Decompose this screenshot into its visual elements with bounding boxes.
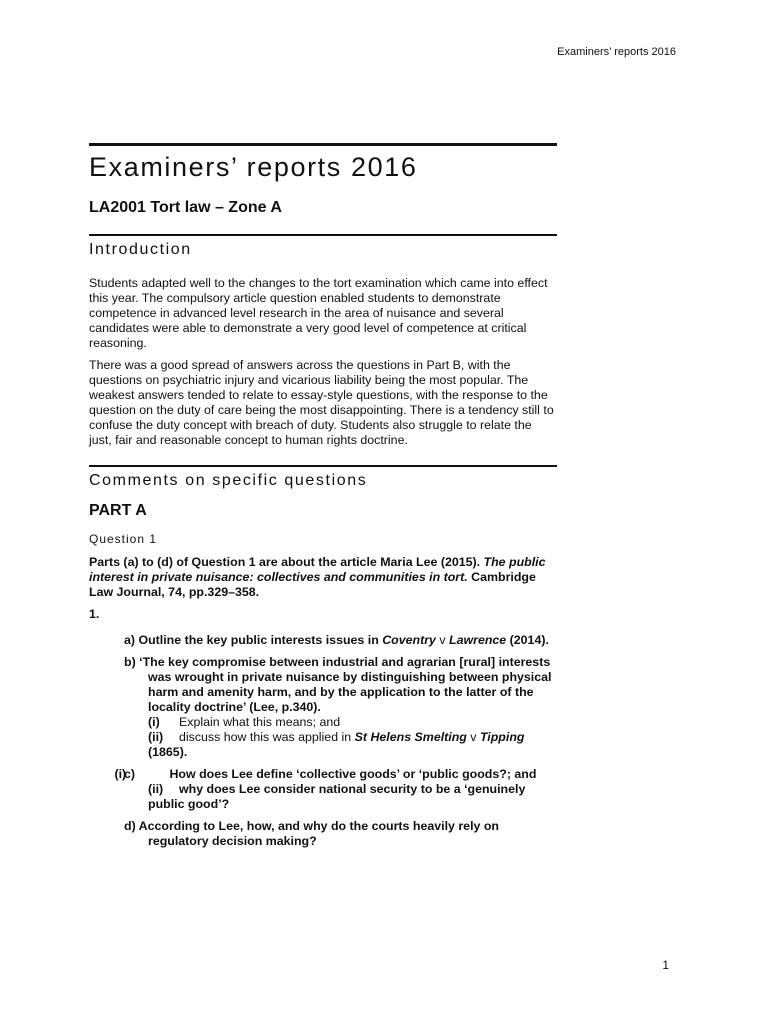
case-name: St Helens Smelting <box>354 730 467 744</box>
sub-question-b-year: (1865). <box>148 745 188 759</box>
sub-question-c: c) (i) How does Lee define ‘collective goods’ or ‘public goods?; and (ii) why does Lee consider national security to be a ‘genuinely public good’? <box>124 767 557 812</box>
document-title: Examiners’ reports 2016 <box>89 152 418 182</box>
intro-rule <box>89 234 557 236</box>
course-subtitle: LA2001 Tort law – Zone A <box>89 199 282 216</box>
part-a-heading: PART A <box>89 502 147 519</box>
sub-question-b: b) ‘The key compromise between industrial and agrarian [rural] interests was wrought in private nuisance by distinguishing between physical harm and amenity harm, and by the application to the latter of the locality doctrine’ (Lee, p.340). (i) Explain what this means; and (ii) discuss how this was applied in St Helens Smelting v Tipping (1865). <box>124 655 557 760</box>
comments-heading: Comments on specific questions <box>89 472 368 489</box>
document-body <box>89 0 557 849</box>
question-label: Question 1 <box>89 532 158 546</box>
title-rule <box>89 143 557 146</box>
intro-paragraph-1: Students adapted well to the changes to the tort examination which came into effect this year. The compulsory article question enabled students to demonstrate competence in advanced level research in the area of nuisance and several candidates were able to demonstrate a very good level of competence at critical reasoning. <box>89 276 548 350</box>
comments-rule <box>89 465 557 467</box>
sub-questions <box>114 633 557 849</box>
case-name: Tipping <box>479 730 525 744</box>
sub-question-d: d) According to Lee, how, and why do the courts heavily rely on regulatory decision making? <box>124 819 499 848</box>
case-name: Coventry <box>382 633 436 647</box>
question-intro <box>89 555 557 600</box>
sub-question-a: a) Outline the key public interests issues in Coventry v Lawrence (2014). <box>124 633 549 647</box>
sub-question-c-ii: (ii) why does Lee consider national security to be a ‘genuinely public good’? <box>148 782 526 811</box>
question-intro-lead: Parts (a) to (d) of Question 1 are about the article Maria Lee (2015). <box>89 555 484 569</box>
sub-question-b-ii: (ii) discuss how this was applied in St Helens Smelting v Tipping <box>148 730 525 744</box>
running-header: Examiners’ reports 2016 <box>557 46 676 58</box>
case-name: Lawrence <box>449 633 507 647</box>
article-title: The public interest in private nuisance: collectives and communities in tort. <box>89 555 546 584</box>
question-intro-tail: Cambridge Law Journal, 74, pp.329–358. <box>89 570 536 599</box>
intro-paragraph-2: There was a good spread of answers across the questions in Part B, with the questions on psychiatric injury and vicarious liability being the most popular. The weakest answers tended to relate to essay-style questions, with the response to the question on the duty of care being the most disappointing. There is a tendency still to confuse the duty concept with breach of duty. Students also struggle to relate the just, fair and reasonable concept to human rights doctrine. <box>89 358 554 447</box>
page-number: 1 <box>662 958 669 972</box>
intro-heading: Introduction <box>89 241 192 258</box>
question-number: 1. <box>89 607 100 621</box>
sub-question-b-i: (i) Explain what this means; and <box>148 715 341 729</box>
